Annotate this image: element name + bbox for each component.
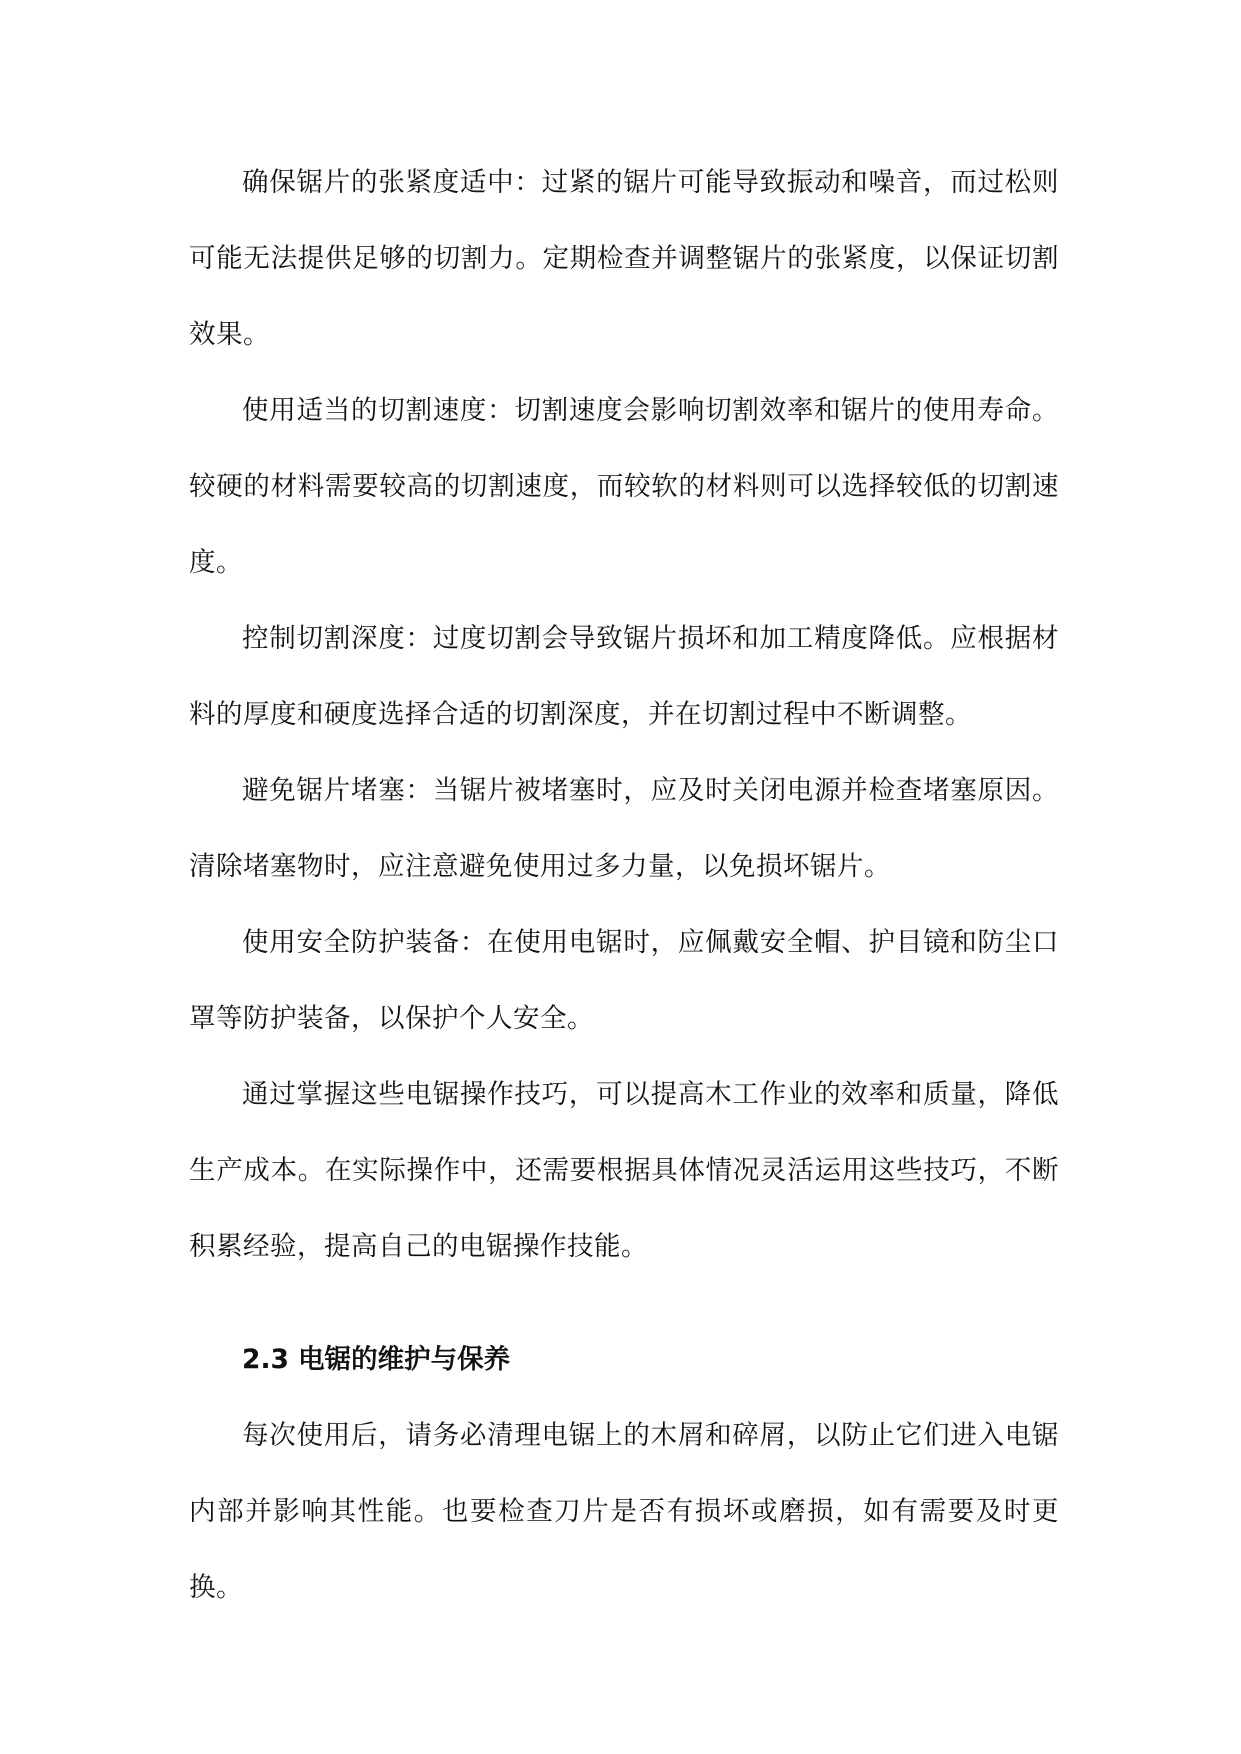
paragraph-cutting-speed: 使用适当的切割速度：切割速度会影响切割效率和锯片的使用寿命。较硬的材料需要较高的切割速度，而较软的材料则可以选择较低的切割速度。: [189, 395, 1059, 578]
paragraph-avoid-clogging: 避免锯片堵塞：当锯片被堵塞时，应及时关闭电源并检查堵塞原因。清除堵塞物时，应注意避免使用过多力量，以免损坏锯片。: [189, 775, 1059, 882]
paragraph-safety-gear: 使用安全防护装备：在使用电锯时，应佩戴安全帽、护目镜和防尘口罩等防护装备，以保护个人安全。: [189, 927, 1059, 1034]
document-page: [189, 145, 1059, 1626]
paragraph-summary: 通过掌握这些电锯操作技巧，可以提高木工作业的效率和质量，降低生产成本。在实际操作中，还需要根据具体情况灵活运用这些技巧，不断积累经验，提高自己的电锯操作技能。: [189, 1079, 1059, 1262]
paragraph-blade-tension: 确保锯片的张紧度适中：过紧的锯片可能导致振动和噪音，而过松则可能无法提供足够的切割力。定期检查并调整锯片的张紧度，以保证切割效果。: [189, 167, 1059, 350]
paragraph-cutting-depth: 控制切割深度：过度切割会导致锯片损坏和加工精度降低。应根据材料的厚度和硬度选择合适的切割深度，并在切割过程中不断调整。: [189, 623, 1059, 730]
paragraph-maintenance: 每次使用后，请务必清理电锯上的木屑和碎屑，以防止它们进入电锯内部并影响其性能。也要检查刀片是否有损坏或磨损，如有需要及时更换。: [189, 1420, 1059, 1603]
section-heading: 2.3 电锯的维护与保养: [242, 1344, 511, 1375]
